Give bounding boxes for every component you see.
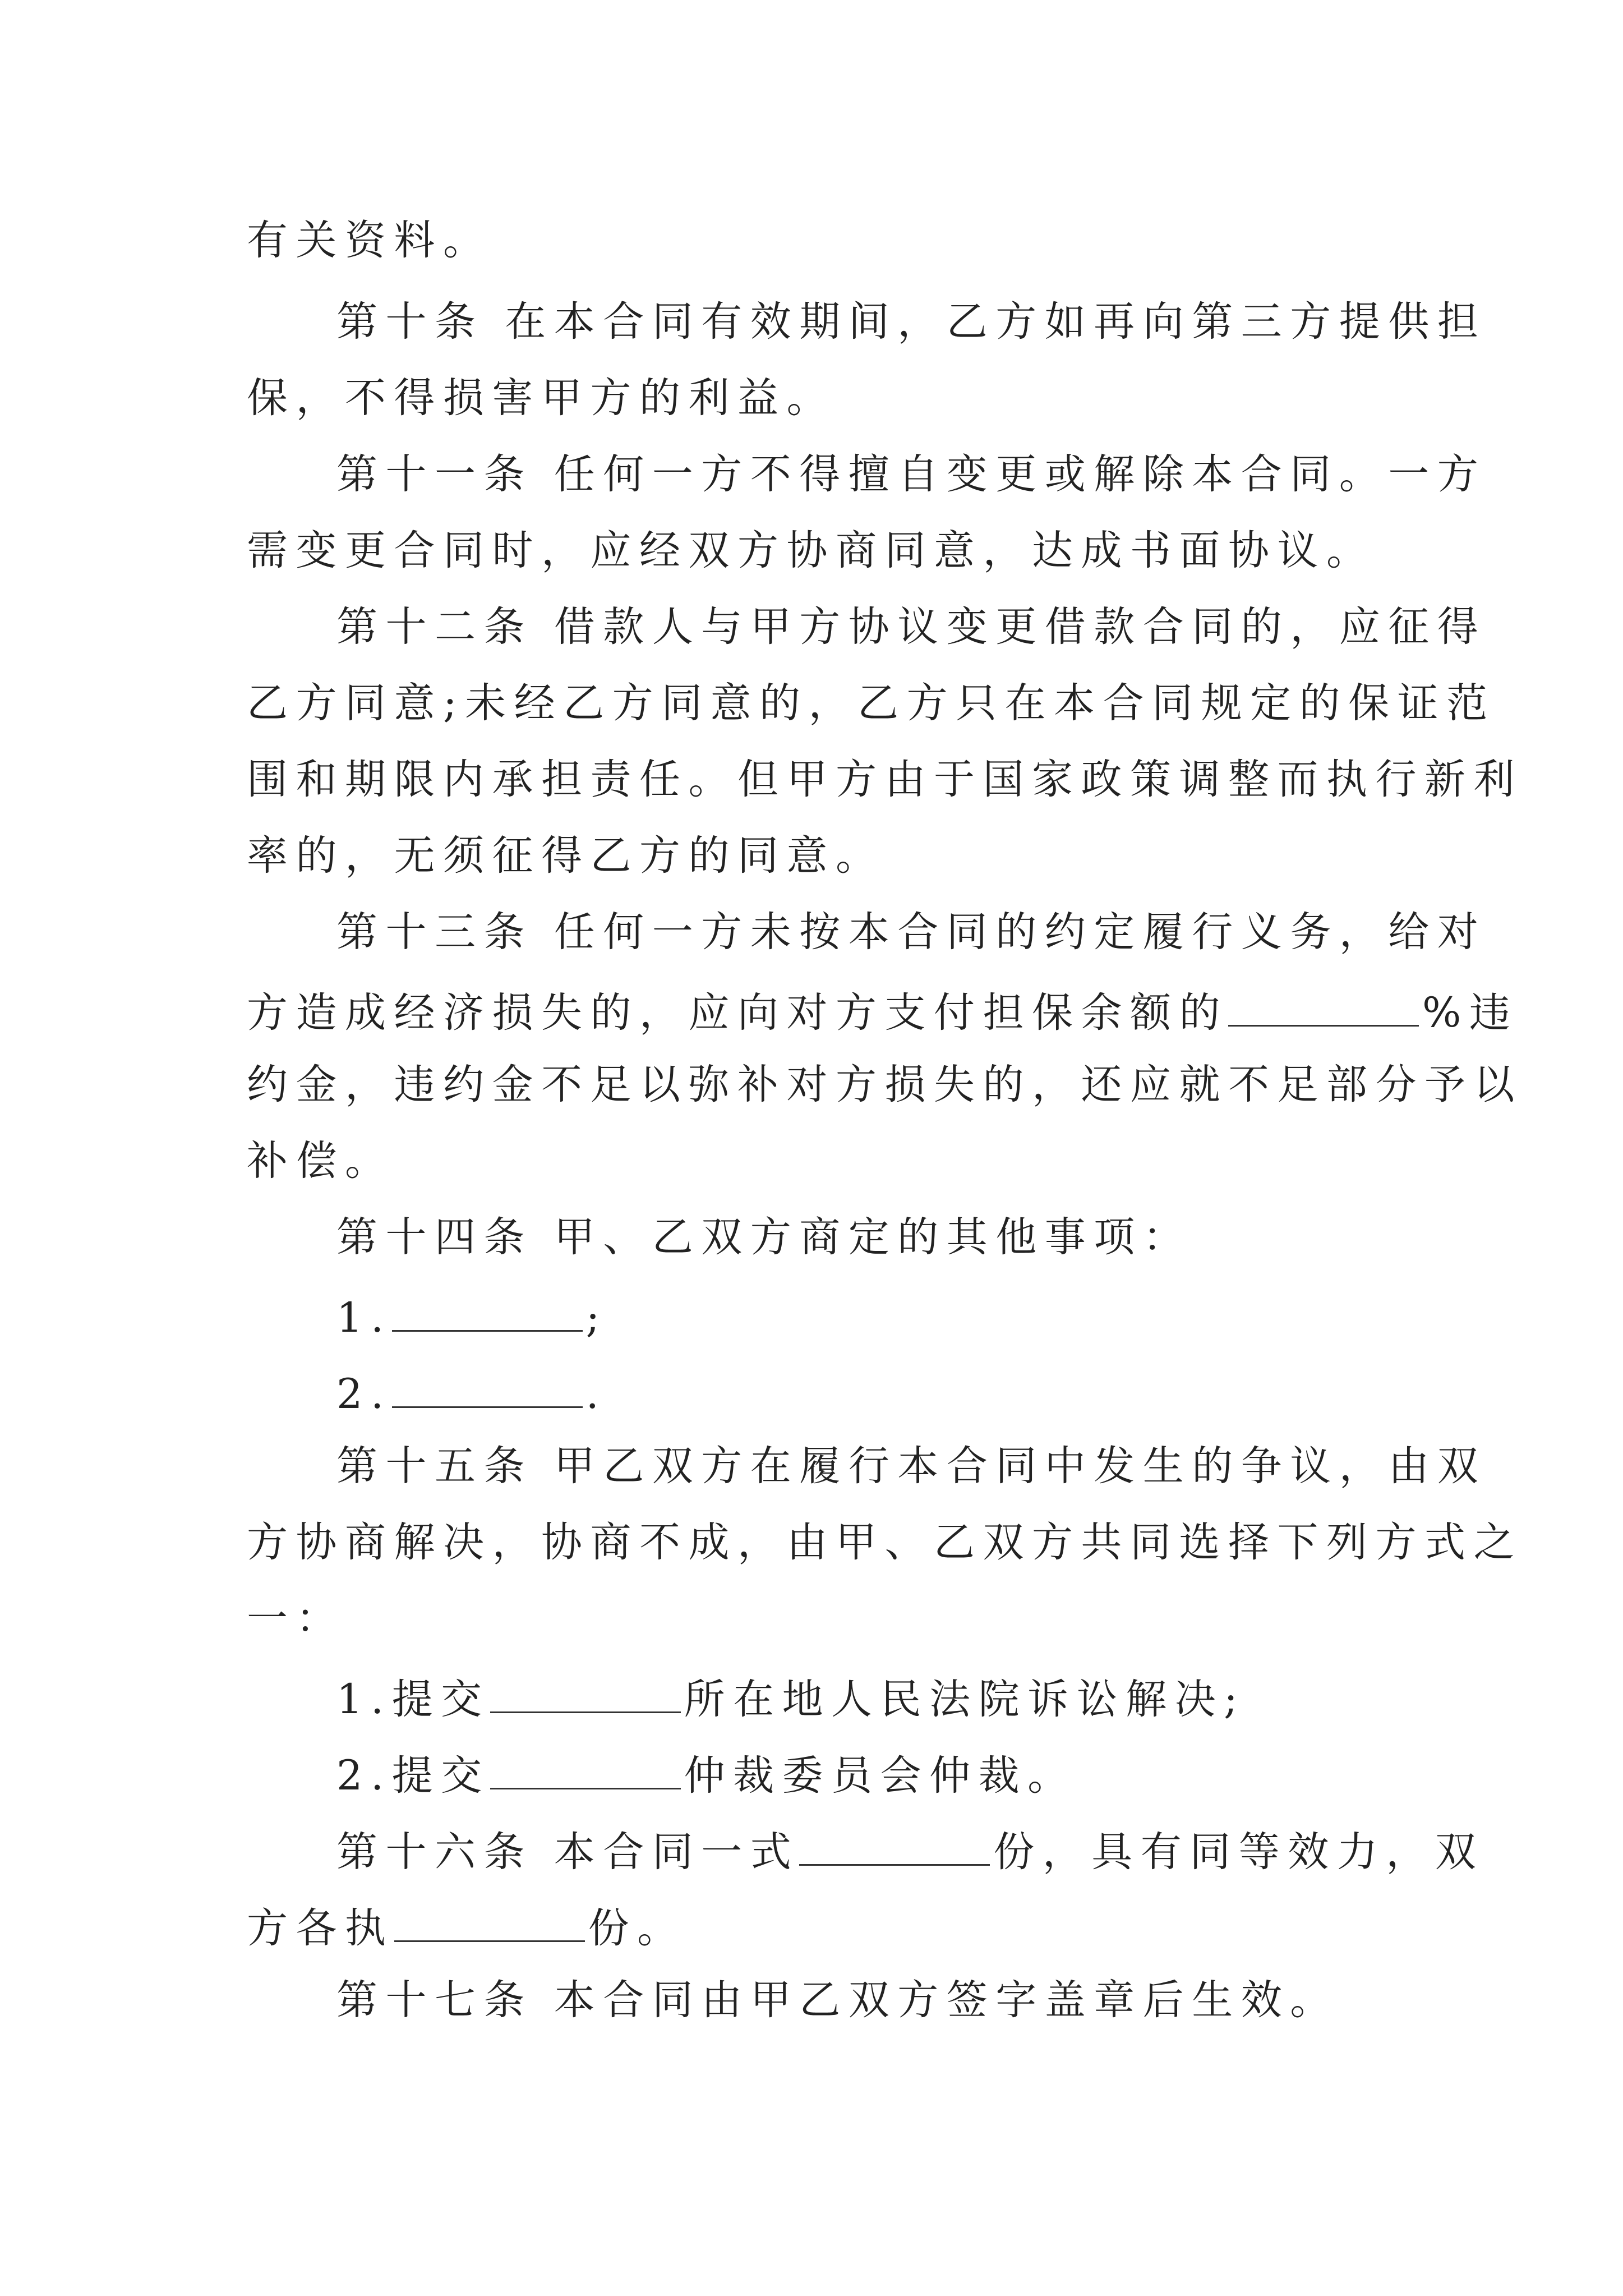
article-13-line-3: 约金，违约金不足以弥补对方损失的，还应就不足部分予以 bbox=[247, 1061, 1523, 1108]
item-number: 2. bbox=[336, 1370, 392, 1418]
article-12-line-3: 围和期限内承担责任。但甲方由于国家政策调整而执行新利 bbox=[247, 756, 1523, 803]
option-text: 仲裁委员会仲裁。 bbox=[684, 1752, 1077, 1800]
article-11-line-1: 第十一条 任何一方不得擅自变更或解除本合同。一方 bbox=[336, 450, 1487, 498]
item-end: . bbox=[585, 1370, 607, 1418]
option-text: 2.提交 bbox=[336, 1752, 490, 1800]
copies-total-blank[interactable] bbox=[799, 1827, 990, 1866]
option-text: 所在地人民法院诉讼解决; bbox=[684, 1676, 1246, 1723]
article-16-text: 方各执 bbox=[247, 1904, 394, 1952]
article-10-line-2: 保，不得损害甲方的利益。 bbox=[247, 374, 836, 422]
article-11-line-2: 需变更合同时，应经双方协商同意，达成书面协议。 bbox=[247, 527, 1376, 574]
text-line: 有关资料。 bbox=[247, 217, 492, 264]
other-matter-1-blank[interactable] bbox=[392, 1293, 583, 1332]
option-text: 1.提交 bbox=[336, 1676, 490, 1723]
item-end: ; bbox=[585, 1294, 608, 1342]
court-location-blank[interactable] bbox=[490, 1674, 681, 1713]
copies-each-blank[interactable] bbox=[394, 1903, 585, 1942]
article-10-line-1: 第十条 在本合同有效期间，乙方如再向第三方提供担 bbox=[336, 298, 1487, 346]
article-12-line-1: 第十二条 借款人与甲方协议变更借款合同的，应征得 bbox=[336, 603, 1487, 651]
article-16-line-2 bbox=[247, 1903, 686, 1952]
article-17-line-1: 第十七条 本合同由甲乙双方签字盖章后生效。 bbox=[336, 1976, 1339, 2024]
article-14-item-2 bbox=[336, 1369, 607, 1418]
other-matter-2-blank[interactable] bbox=[392, 1369, 583, 1408]
article-16-text: 第十六条 本合同一式 bbox=[336, 1828, 800, 1876]
item-number: 1. bbox=[336, 1294, 392, 1342]
article-15-line-1: 第十五条 甲乙双方在履行本合同中发生的争议，由双 bbox=[336, 1442, 1487, 1490]
article-13-line-2 bbox=[247, 988, 1519, 1037]
article-13-line-1: 第十三条 任何一方未按本合同的约定履行义务，给对 bbox=[336, 908, 1487, 956]
article-15-option-1 bbox=[336, 1674, 1246, 1723]
article-15-line-3: 一： bbox=[247, 1595, 345, 1642]
article-13-line-4: 补偿。 bbox=[247, 1137, 394, 1185]
article-16-text: 份。 bbox=[588, 1904, 686, 1952]
penalty-percent-blank[interactable] bbox=[1228, 988, 1419, 1027]
arbitration-committee-blank[interactable] bbox=[490, 1751, 681, 1789]
article-15-line-2: 方协商解决，协商不成，由甲、乙双方共同选择下列方式之 bbox=[247, 1519, 1523, 1566]
article-13-text: 方造成经济损失的，应向对方支付担保余额的 bbox=[247, 989, 1228, 1037]
article-13-text: %违 bbox=[1422, 989, 1519, 1037]
article-12-line-4: 率的，无须征得乙方的同意。 bbox=[247, 832, 885, 880]
article-12-line-2: 乙方同意;未经乙方同意的，乙方只在本合同规定的保证范 bbox=[247, 679, 1496, 727]
article-16-line-1 bbox=[336, 1827, 1484, 1876]
article-14-item-1 bbox=[336, 1293, 608, 1342]
article-15-option-2 bbox=[336, 1751, 1077, 1800]
article-14-line-1: 第十四条 甲、乙双方商定的其他事项： bbox=[336, 1213, 1192, 1261]
article-16-text: 份，具有同等效力，双 bbox=[993, 1828, 1484, 1876]
